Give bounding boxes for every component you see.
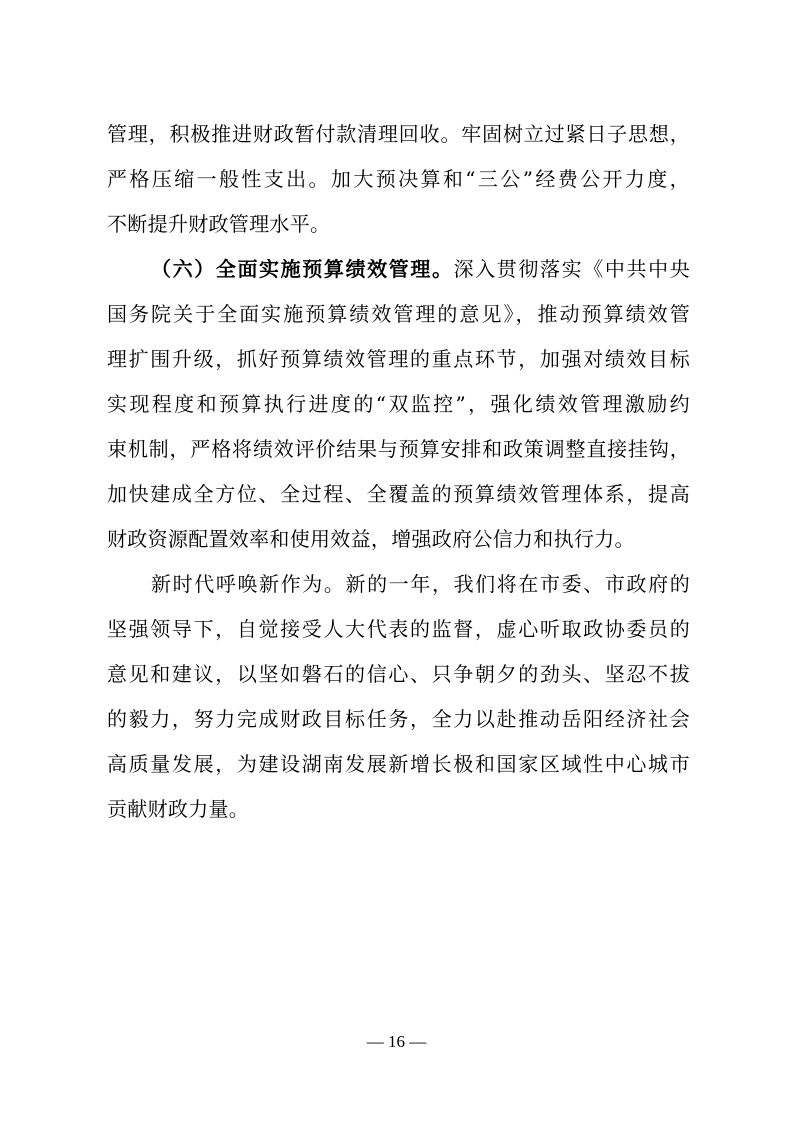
text-line: 国务院关于全面实施预算绩效管理的意见》，推动预算绩效管 <box>107 302 690 326</box>
text-line: 管理，积极推进财政暂付款清理回收。牢固树立过紧日子思想， <box>107 122 690 146</box>
document-body <box>107 112 690 832</box>
section-heading: （六）全面实施预算绩效管理。 <box>151 257 454 281</box>
text-line: 财政资源配置效率和使用效益，增强政府公信力和执行力。 <box>107 527 635 551</box>
text-line: 加快建成全方位、全过程、全覆盖的预算绩效管理体系，提高 <box>107 482 690 506</box>
text-line: 新时代呼唤新作为。新的一年，我们将在市委、市政府的 <box>151 572 690 596</box>
text-line: 不断提升财政管理水平。 <box>107 212 331 236</box>
text-line: 的毅力，努力完成财政目标任务，全力以赴推动岳阳经济社会 <box>107 707 690 731</box>
text-line: 贡献财政力量。 <box>107 797 250 821</box>
text-line: 坚强领导下，自觉接受人大代表的监督，虚心听取政协委员的 <box>107 617 690 641</box>
page-number: — 16 — <box>366 1032 427 1051</box>
paragraph-3 <box>107 562 690 832</box>
text-line <box>107 247 690 292</box>
text-line: 束机制，严格将绩效评价结果与预算安排和政策调整直接挂钩， <box>107 437 690 461</box>
text-fragment: 深入贯彻落实《中共中央 <box>453 257 690 281</box>
text-line: 意见和建议，以坚如磐石的信心、只争朝夕的劲头、坚忍不拔 <box>107 662 690 686</box>
text-line: 高质量发展，为建设湖南发展新增长极和国家区域性中心城市 <box>107 752 690 776</box>
text-line: 理扩围升级，抓好预算绩效管理的重点环节，加强对绩效目标 <box>107 347 690 371</box>
text-line: 实现程度和预算执行进度的“双监控”，强化绩效管理激励约 <box>107 392 690 416</box>
text-line: 严格压缩一般性支出。加大预决算和“三公”经费公开力度， <box>107 167 690 191</box>
paragraph-2 <box>107 247 690 562</box>
paragraph-1 <box>107 112 690 247</box>
